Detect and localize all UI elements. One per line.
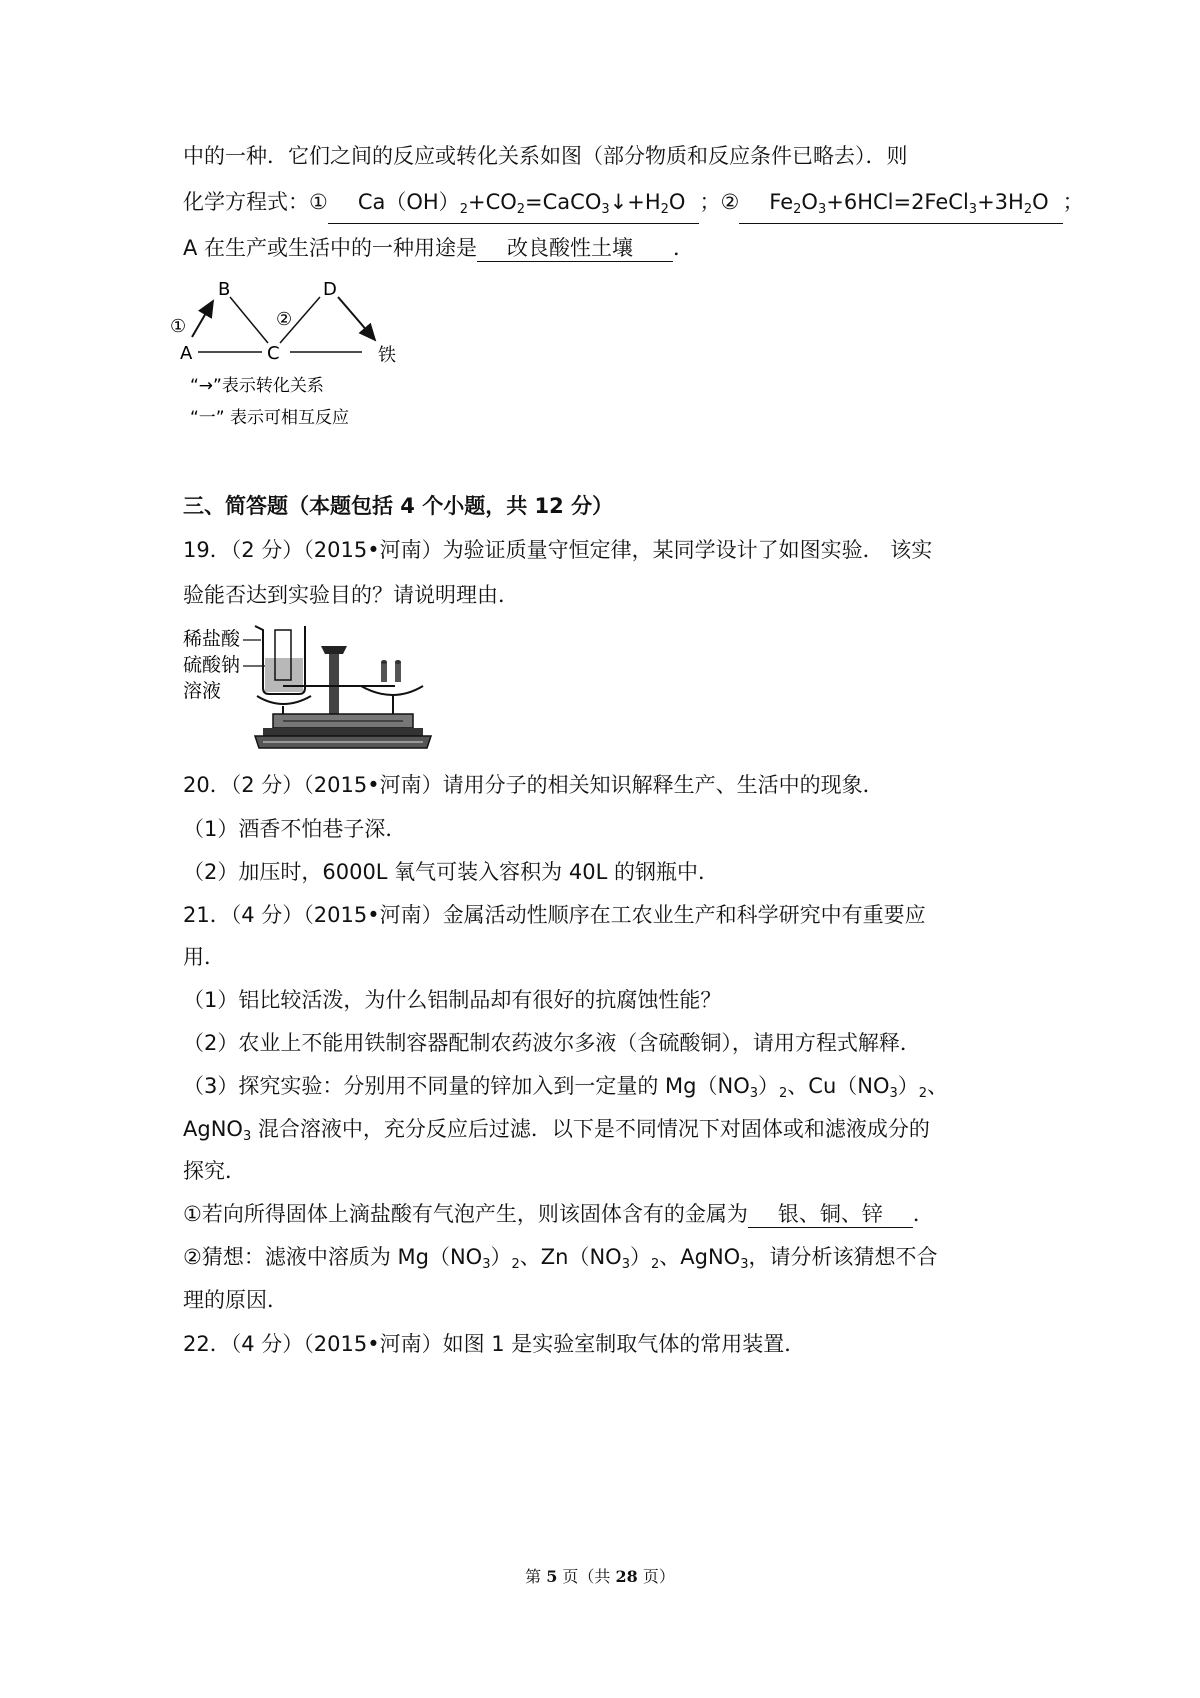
reaction-relation-diagram — [170, 275, 440, 435]
mark-1: ① — [170, 316, 187, 337]
use-end: ． — [673, 236, 695, 260]
q19-line-1: 19．（2 分）（2015•河南）为验证质量守恒定律，某同学设计了如图实验． 该实 — [183, 538, 933, 562]
q21-line-2: 用． — [183, 945, 225, 969]
q21-sub-1: （1）铝比较活泼，为什么铝制品却有很好的抗腐蚀性能？ — [183, 988, 722, 1012]
balance-base-top — [263, 728, 423, 736]
label-sodium-sulfate: 硫酸钠 — [183, 654, 241, 676]
q21-part-1-answer: 银、铜、锌 — [748, 1201, 913, 1228]
q20-sub-1: （1）酒香不怕巷子深． — [183, 817, 407, 841]
label-hydrochloric-acid: 稀盐酸 — [183, 628, 241, 650]
node-a: A — [180, 343, 193, 364]
node-d: D — [323, 279, 337, 300]
page-number: 5 — [546, 1567, 558, 1586]
label-solution: 溶液 — [183, 680, 222, 702]
weight-2 — [395, 662, 401, 682]
q21-sub-3: （3）探究实验：分别用不同量的锌加入到一定量的 $Mg(NO_3)_2$、$Cu(NO_3)_2$、 — [183, 1074, 949, 1101]
legend-conversion: “→”表示转化关系 — [190, 376, 324, 396]
q21-part-2-line-2: 理的原因． — [183, 1288, 288, 1312]
equation-2-answer: $Fe_2O_3+6HCl=2FeCl_3+3H_2O$ — [739, 189, 1062, 224]
intro-line-1: 中的一种．它们之间的反应或转化关系如图（部分物质和反应条件已略去）．则 — [183, 144, 908, 168]
q19-line-2: 验能否达到实验目的？请说明理由． — [183, 583, 519, 607]
mark-2: ② — [276, 309, 293, 330]
q22-line-1: 22．（4 分）（2015•河南）如图 1 是实验室制取气体的常用装置． — [183, 1332, 806, 1356]
q20-sub-2: （2）加压时，6000L 氧气可装入容积为 40L 的钢瓶中． — [183, 860, 719, 884]
q21-part-2: ②猜想：滤液中溶质为 $Mg(NO_3)_2$、$Zn(NO_3)_2$、AgNO$_3$，请分析该猜想不合 — [183, 1245, 938, 1272]
q21-sub-3-line-3: 探究． — [183, 1159, 246, 1183]
equation-line — [183, 187, 1084, 224]
section-heading: 三、简答题（本题包括 4 个小题，共 12 分） — [183, 494, 614, 518]
equation-prefix: 化学方程式：① — [183, 190, 328, 214]
page-footer: 第 5 页（共 28 页） — [525, 1567, 675, 1586]
q21-part-1: ①若向所得固体上滴盐酸有气泡产生，则该固体含有的金属为 银、铜、锌 ． — [183, 1202, 934, 1226]
equation-1-answer: $Ca(OH)_2+CO_2=CaCO_3↓+H_2O$ — [328, 189, 700, 224]
q21-sub-3-line-2: AgNO$_3$ 混合溶液中，充分反应后过滤．以下是不同情况下对固体或和滤液成分的 — [183, 1117, 930, 1144]
balance-experiment-figure — [183, 620, 433, 755]
legend-reaction: “一” 表示可相互反应 — [190, 408, 350, 428]
arrow-d-to-iron — [338, 297, 375, 340]
node-c: C — [267, 343, 280, 364]
equation-separator: ；② — [699, 190, 740, 214]
weight-1 — [381, 662, 387, 682]
arrow-a-to-b — [192, 301, 213, 337]
q20-line-1: 20．（2 分）（2015•河南）请用分子的相关知识解释生产、生活中的现象． — [183, 773, 884, 797]
q21-line-1: 21．（4 分）（2015•河南）金属活动性顺序在工农业生产和科学研究中有重要应 — [183, 903, 926, 927]
balance-post — [329, 648, 339, 718]
use-line — [183, 233, 694, 263]
page-total: 28 — [615, 1567, 638, 1586]
node-iron: 铁 — [378, 345, 396, 366]
line-b-to-c — [230, 297, 268, 343]
use-prefix: A 在生产或生活中的一种用途是 — [183, 236, 478, 260]
q21-sub-2: （2）农业上不能用铁制容器配制农药波尔多液（含硫酸铜），请用方程式解释． — [183, 1031, 921, 1055]
node-b: B — [218, 279, 231, 300]
use-answer: 改良酸性土壤 — [477, 235, 673, 262]
equation-end: ； — [1062, 190, 1084, 214]
